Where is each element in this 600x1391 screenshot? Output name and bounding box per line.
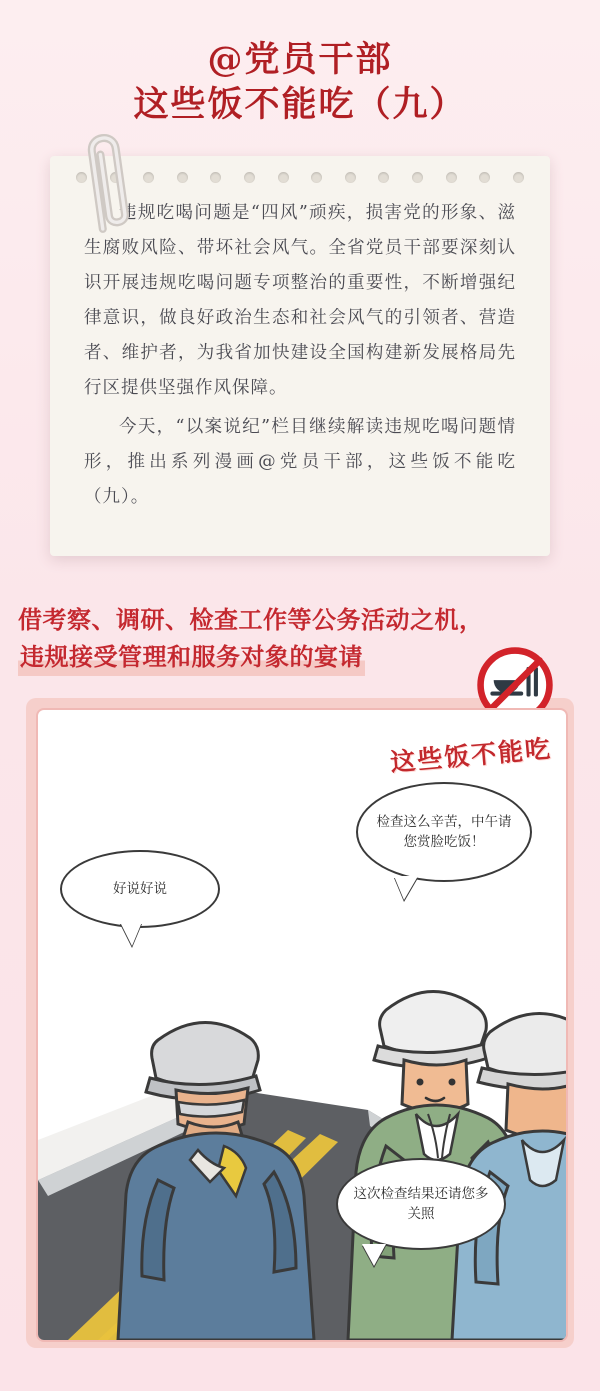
note-hole	[378, 172, 389, 183]
title-line-1: @党员干部	[207, 39, 393, 80]
speech-bubble-bottom-right	[336, 1158, 506, 1250]
speech-bubble-bottom-right-text: 这次检查结果还请您多关照	[353, 1185, 489, 1221]
note-hole	[311, 172, 322, 183]
speech-bubble-left-text: 好说好说	[113, 880, 167, 896]
bubble-tail	[362, 1244, 386, 1266]
bubble-tail	[394, 876, 418, 900]
note-hole	[513, 172, 524, 183]
note-hole	[244, 172, 255, 183]
comic-panel	[36, 708, 568, 1342]
headline-block	[18, 602, 582, 676]
note-hole	[143, 172, 154, 183]
note-paragraph-1: 违规吃喝问题是“四风”顽疾，损害党的形象、滋生腐败风险、带坏社会风气。全省党员干部要深刻认识开展违规吃喝问题专项整治的重要性，不断增强纪律意识，做良好政治生态和社会风气的引领者、营造者、维护者，为我省加快建设全国构建新发展格局先行区提供坚强作风保障。	[84, 202, 516, 398]
note-hole	[278, 172, 289, 183]
note-holes	[76, 172, 524, 183]
note-hole	[479, 172, 490, 183]
note-hole	[210, 172, 221, 183]
note-hole	[446, 172, 457, 183]
note-hole	[412, 172, 423, 183]
note-card-wrapper	[50, 156, 550, 556]
character-left	[118, 1022, 314, 1340]
note-body	[84, 196, 516, 515]
bubble-tail	[120, 922, 142, 946]
comic-stamp: 这些饭不能吃	[389, 733, 554, 777]
page-title	[0, 0, 600, 128]
note-hole	[345, 172, 356, 183]
speech-bubble-top-right-text: 检查这么辛苦，中午请您赏脸吃饭！	[376, 813, 512, 849]
note-paragraph-2: 今天，“以案说纪”栏目继续解读违规吃喝问题情形，推出系列漫画@党员干部，这些饭不能吃（九）。	[84, 416, 516, 507]
speech-bubble-top-right	[356, 782, 532, 882]
comic-panel-wrapper	[26, 698, 574, 1348]
note-hole	[177, 172, 188, 183]
headline-line-2: 违规接受管理和服务对象的宴请	[18, 639, 365, 676]
title-line-2: 这些饭不能吃（九）	[133, 83, 467, 125]
speech-bubble-left	[60, 850, 220, 928]
headline-line-1: 借考察、调研、检查工作等公务活动之机，	[18, 606, 484, 634]
